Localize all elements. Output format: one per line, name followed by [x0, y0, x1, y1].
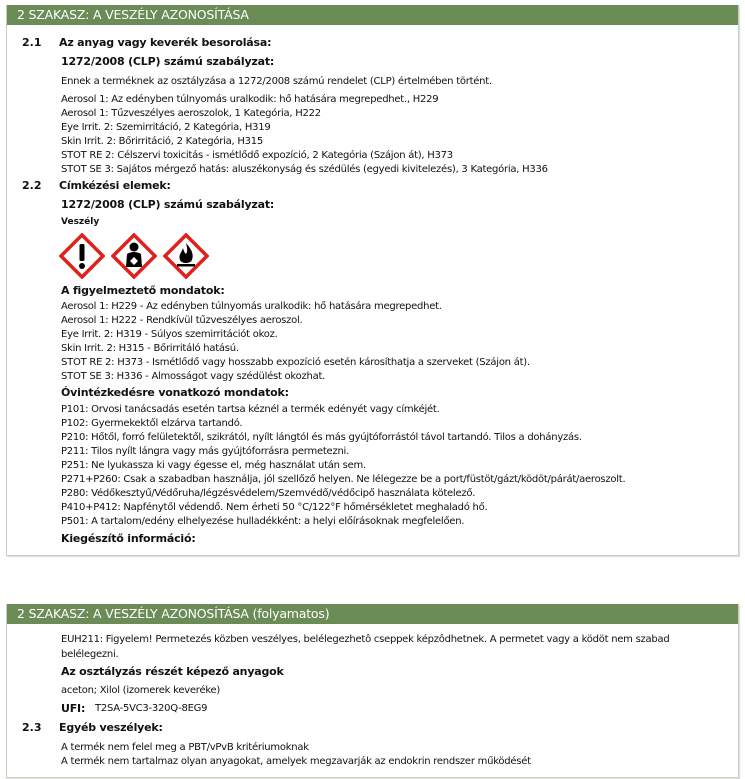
signal-word: Veszély [61, 217, 100, 227]
precautionary-statement: P210: Hőtől, forró felületektől, szikrától, nyílt lángtól és más gyújtóforrástól távol tartandó. Tilos a dohányzás. [61, 432, 582, 443]
precautionary-statements-list [61, 403, 625, 529]
hazard-statement: Aerosol 1: H222 - Rendkívül tűzveszélyes aeroszol. [61, 315, 303, 326]
hazard-statement: STOT SE 3: H336 - Almosságot vagy szédülést okozhat. [61, 371, 326, 382]
hazard-statements-list [61, 300, 530, 384]
section-2-1-title: Az anyag vagy keverék besorolása: [59, 36, 272, 49]
section-2-3-title: Egyéb veszélyek: [59, 721, 163, 734]
section-number-2-2: 2.2 [22, 179, 42, 192]
hazard-statement: Aerosol 1: H229 - Az edényben túlnyomás uralkodik: hő hatására megrepedhet. [61, 301, 442, 312]
pictograms [59, 233, 215, 279]
section-number-2-3: 2.3 [22, 721, 42, 734]
hazard-statements-title: A figyelmeztető mondatok: [61, 284, 225, 297]
regulation-heading: 1272/2008 (CLP) számú szabályzat: [61, 198, 275, 211]
health-hazard-icon [111, 233, 157, 279]
section-header: 2 SZAKASZ: A VESZÉLY AZONOSÍTÁSA (folyamatos) [7, 604, 738, 624]
other-hazard: A termék nem felel meg a PBT/vPvB kritériumoknak [61, 742, 309, 753]
precautionary-statement: P410+P412: Napfénytől védendő. Nem érheti 50 °C/122°F hőmérsékletet meghaladó hő. [61, 502, 488, 513]
classification-item: STOT RE 2: Célszervi toxicitás - ismétlődő expozíció, 2 Kategória (Szájon át), H373 [61, 150, 453, 161]
classification-list [61, 93, 548, 177]
classification-item: Eye Irrit. 2: Szemirritáció, 2 Kategória, H319 [61, 122, 271, 133]
ufi-value: T2SA-5VC3-320Q-8EG9 [95, 703, 208, 714]
precautionary-statement: P251: Ne lyukassza ki vagy égesse el, még használat után sem. [61, 460, 366, 471]
supplementary-info-title: Kiegészítő információ: [61, 532, 196, 545]
classification-intro: Ennek a terméknek az osztályzása a 1272/2008 számú rendelet (CLP) értelmében történt. [61, 76, 492, 87]
ufi-label: UFI: [61, 702, 86, 715]
regulation-heading: 1272/2008 (CLP) számú szabályzat: [61, 55, 275, 68]
exclamation-mark-icon [59, 233, 105, 279]
other-hazard: A termék nem tartalmaz olyan anyagokat, amelyek megzavarják az endokrin rendszer működését [61, 756, 531, 767]
euh211-line: EUH211: Figyelem! Permetezés közben veszélyes, belélegezhetô cseppek képzôdhetnek. A permetet vagy a ködöt nem szabad [61, 634, 670, 645]
precautionary-statement: P271+P260: Csak a szabadban használja, jól szellőző helyen. Ne lélegezze be a port/füstöt/gázt/ködöt/párát/aeroszolt. [61, 474, 626, 485]
precautionary-statement: P102: Gyermekektől elzárva tartandó. [61, 418, 243, 429]
section-2-2-title: Címkézési elemek: [59, 179, 171, 192]
section-2-continued-box [6, 604, 739, 778]
precautionary-statements-title: Óvintézkedésre vonatkozó mondatok: [61, 386, 289, 399]
other-hazards-list [61, 741, 531, 769]
section-2-box [6, 5, 739, 556]
hazard-statement: Skin Irrit. 2: H315 - Bőrirritáló hatású. [61, 343, 239, 354]
classification-item: STOT SE 3: Sajátos mérgező hatás: aluszékonyság és szédülés (egyedi kivitelezés), 3 Kategória, H336 [61, 164, 548, 175]
flame-icon [163, 233, 209, 279]
hazard-statement: STOT RE 2: H373 - Ismétlődő vagy hosszabb expozíció esetén károsíthatja a szerveket (Szájon át). [61, 357, 530, 368]
section-header: 2 SZAKASZ: A VESZÉLY AZONOSÍTÁSA [7, 5, 738, 25]
components-title: Az osztályzás részét képező anyagok [61, 665, 284, 678]
components-value: aceton; Xilol (izomerek keveréke) [61, 685, 221, 696]
precautionary-statement: P211: Tilos nyílt lángra vagy más gyújtóforrásra permetezni. [61, 446, 350, 457]
section-number-2-1: 2.1 [22, 36, 42, 49]
euh211-line-cont: belélegezni. [61, 649, 119, 660]
classification-item: Skin Irrit. 2: Bőrirritáció, 2 Kategória, H315 [61, 136, 263, 147]
precautionary-statement: P280: Védőkesztyű/Védőruha/légzésvédelem/Szemvédő/védőcipő használata kötelező. [61, 488, 476, 499]
classification-item: Aerosol 1: Az edényben túlnyomás uralkodik: hő hatására megrepedhet., H229 [61, 94, 439, 105]
classification-item: Aerosol 1: Tűzveszélyes aeroszolok, 1 Kategória, H222 [61, 108, 321, 119]
precautionary-statement: P501: A tartalom/edény elhelyezése hulladékként: a helyi előírásoknak megfelelően. [61, 516, 465, 527]
hazard-statement: Eye Irrit. 2: H319 - Súlyos szemirritációt okoz. [61, 329, 278, 340]
precautionary-statement: P101: Orvosi tanácsadás esetén tartsa kéznél a termék edényét vagy címkéjét. [61, 404, 440, 415]
